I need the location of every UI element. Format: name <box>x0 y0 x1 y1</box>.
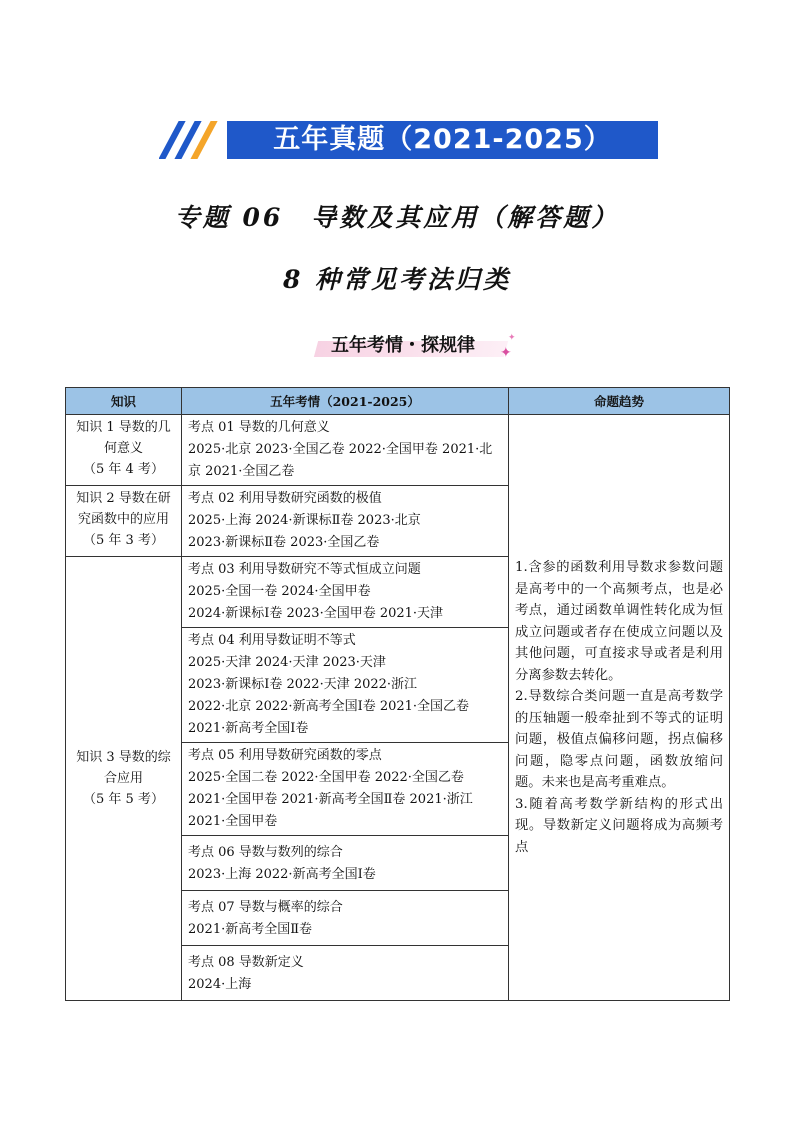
exam-point-line: 2021·全国甲卷 2021·新高考全国Ⅱ卷 2021·浙江 <box>188 792 473 807</box>
knowledge-line: （5 年 3 考） <box>83 533 164 548</box>
header-trend: 命题趋势 <box>509 388 730 415</box>
table-header-row <box>66 388 730 415</box>
exam-point-cell <box>182 415 509 486</box>
knowledge-line: 何意义 <box>103 441 143 456</box>
exam-point-cell <box>182 628 509 743</box>
exam-point-line: 考点 03 利用导数研究不等式恒成立问题 <box>188 562 421 577</box>
exam-point-line: 考点 07 导数与概率的综合 <box>188 900 343 915</box>
exam-point-line: 2025·全国一卷 2024·全国甲卷 <box>188 584 371 599</box>
exam-point-line: 考点 05 利用导数研究函数的零点 <box>188 748 382 763</box>
section-heading-text: 五年考情・探规律 <box>331 335 475 356</box>
knowledge-line: 知识 3 导数的综 <box>76 750 171 765</box>
exam-point-line: 考点 01 导数的几何意义 <box>188 420 330 435</box>
exam-point-cell <box>182 836 509 891</box>
exam-point-cell <box>182 891 509 946</box>
exam-point-line: 2021·新高考全国Ⅰ卷 <box>188 721 309 736</box>
exam-point-line: 考点 06 导数与数列的综合 <box>188 845 343 860</box>
exam-point-cell <box>182 557 509 628</box>
exam-point-cell <box>182 946 509 1001</box>
title-banner <box>159 121 658 159</box>
exam-point-cell <box>182 743 509 836</box>
exam-point-line: 京 2021·全国乙卷 <box>188 464 295 479</box>
header-five-year: 五年考情（2021-2025） <box>182 388 509 415</box>
header-knowledge: 知识 <box>66 388 182 415</box>
exam-point-line: 2022·北京 2022·新高考全国Ⅰ卷 2021·全国乙卷 <box>188 699 470 714</box>
exam-summary-table <box>65 387 730 1001</box>
banner-title: 五年真题（2021-2025） <box>273 124 612 155</box>
exam-point-line: 考点 04 利用导数证明不等式 <box>188 633 356 648</box>
exam-point-line: 2025·天津 2024·天津 2023·天津 <box>188 655 386 670</box>
sparkle-icon: ✦ <box>500 345 512 361</box>
knowledge-line: 知识 2 导数在研 <box>76 491 171 506</box>
trend-cell <box>509 415 730 1001</box>
sparkle-icon: ✦ <box>508 333 516 343</box>
exam-point-line: 2023·新课标Ⅱ卷 2023·全国乙卷 <box>188 535 380 550</box>
topic-title: 专题 06 导数及其应用（解答题） <box>174 203 620 232</box>
knowledge-line: （5 年 5 考） <box>83 792 164 807</box>
exam-point-line: 2021·新高考全国Ⅱ卷 <box>188 922 313 937</box>
exam-point-cell <box>182 486 509 557</box>
exam-point-line: 2021·全国甲卷 <box>188 814 278 829</box>
table-row <box>66 415 730 486</box>
trend-text: 1.含参的函数利用导数求参数问题是高考中的一个高频考点，也是必考点，通过函数单调性转化成为恒成立问题或者存在使成立问题以及其他问题，可直接求导或者是利用分离参数去转化。 2.导数综合类问题一直是高考数学的压轴题一般牵扯到不等式的证明问题，极值点偏移问题，拐点偏移问题，隐零点问题，函数放缩问题。未来也是高考重难点。 3.随着高考数学新结构的形式出现。导数新定义问题将成为高频考点 <box>515 560 723 855</box>
exam-point-line: 2025·全国二卷 2022·全国甲卷 2022·全国乙卷 <box>188 770 464 785</box>
knowledge-line: 究函数中的应用 <box>77 512 169 527</box>
section-heading <box>312 329 516 361</box>
knowledge-cell <box>66 486 182 557</box>
exam-point-line: 2025·上海 2024·新课标Ⅱ卷 2023·北京 <box>188 513 421 528</box>
knowledge-line: （5 年 4 考） <box>83 462 164 477</box>
exam-point-line: 考点 08 导数新定义 <box>188 955 304 970</box>
exam-point-line: 考点 02 利用导数研究函数的极值 <box>188 491 382 506</box>
exam-point-line: 2024·新课标Ⅰ卷 2023·全国甲卷 2021·天津 <box>188 606 444 621</box>
topic-subtitle: 8 种常见考法归类 <box>282 265 512 294</box>
knowledge-line: 知识 1 导数的几 <box>76 420 171 435</box>
exam-point-line: 2024·上海 <box>188 977 252 992</box>
exam-point-line: 2025·北京 2023·全国乙卷 2022·全国甲卷 2021·北 <box>188 442 493 457</box>
knowledge-cell <box>66 557 182 1001</box>
exam-point-line: 2023·上海 2022·新高考全国Ⅰ卷 <box>188 867 376 882</box>
exam-point-line: 2023·新课标Ⅰ卷 2022·天津 2022·浙江 <box>188 677 418 692</box>
knowledge-line: 合应用 <box>103 771 143 786</box>
knowledge-cell <box>66 415 182 486</box>
